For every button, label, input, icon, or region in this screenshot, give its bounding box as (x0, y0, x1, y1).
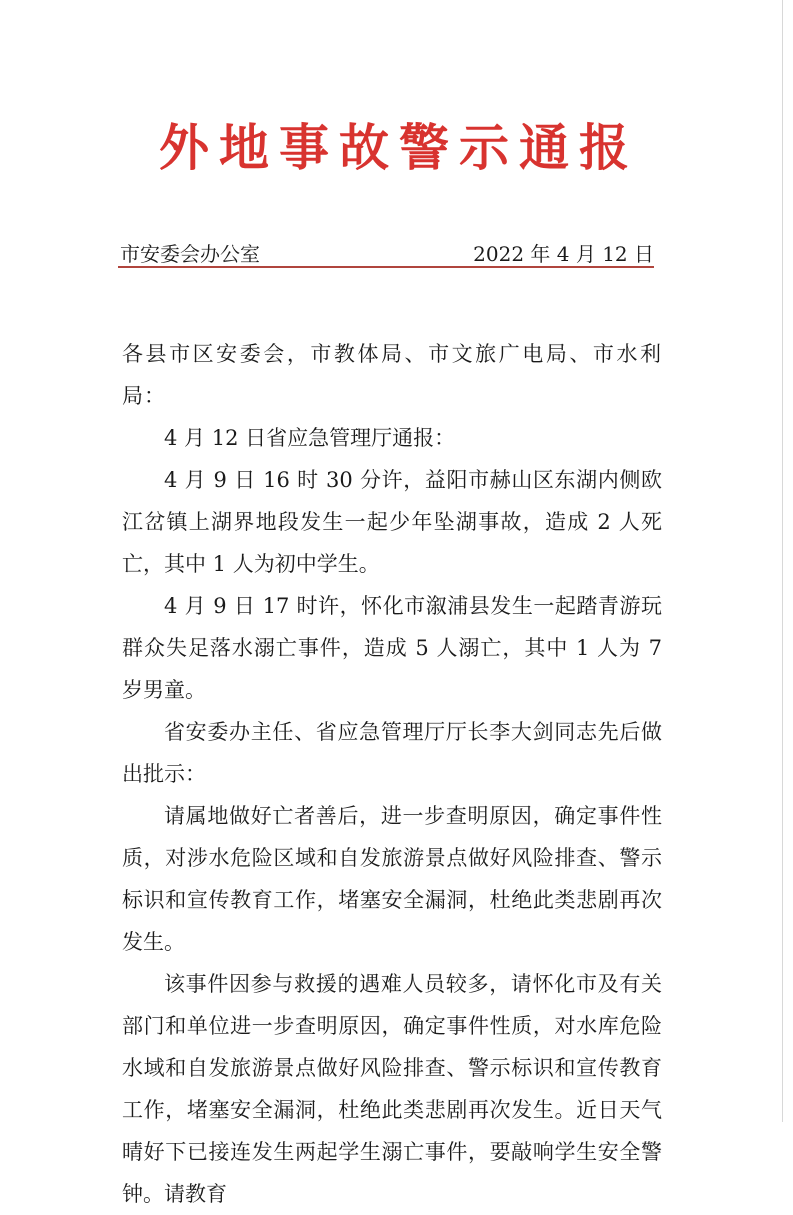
paragraph: 4 月 9 日 17 时许，怀化市溆浦县发生一起踏青游玩群众失足落水溺亡事件，造成 5 人溺亡，其中 1 人为 7 岁男童。 (122, 594, 662, 702)
document-title: 外地事故警示通报 (159, 118, 639, 177)
paragraph: 4 月 12 日省应急管理厅通报： (164, 426, 456, 450)
document-body (122, 333, 662, 1215)
recipients: 各县市区安委会，市教体局、市文旅广电局、市水利局： (122, 342, 662, 408)
issuer: 市安委会办公室 (120, 242, 260, 266)
header-rule (118, 266, 654, 268)
paragraph: 请属地做好亡者善后，进一步查明原因，确定事件性质，对涉水危险区域和自发旅游景点做好风险排查、警示标识和宣传教育工作，堵塞安全漏洞，杜绝此类悲剧再次发生。 (122, 804, 662, 954)
issue-date: 2022 年 4 月 12 日 (473, 242, 654, 266)
paragraph: 4 月 9 日 16 时 30 分许，益阳市赫山区东湖内侧欧江岔镇上湖界地段发生一起少年坠湖事故，造成 2 人死亡，其中 1 人为初中学生。 (122, 468, 662, 576)
paragraph: 该事件因参与救援的遇难人员较多，请怀化市及有关部门和单位进一步查明原因，确定事件性质，对水库危险水域和自发旅游景点做好风险排查、警示标识和宣传教育工作，堵塞安全漏洞，杜绝此类悲剧再次发生。近日天气晴好下已接连发生两起学生溺亡事件，要敲响学生安全警钟。请教育 (122, 972, 662, 1206)
document-meta (120, 238, 654, 266)
paragraph: 省安委办主任、省应急管理厅厅长李大剑同志先后做出批示： (122, 720, 662, 786)
